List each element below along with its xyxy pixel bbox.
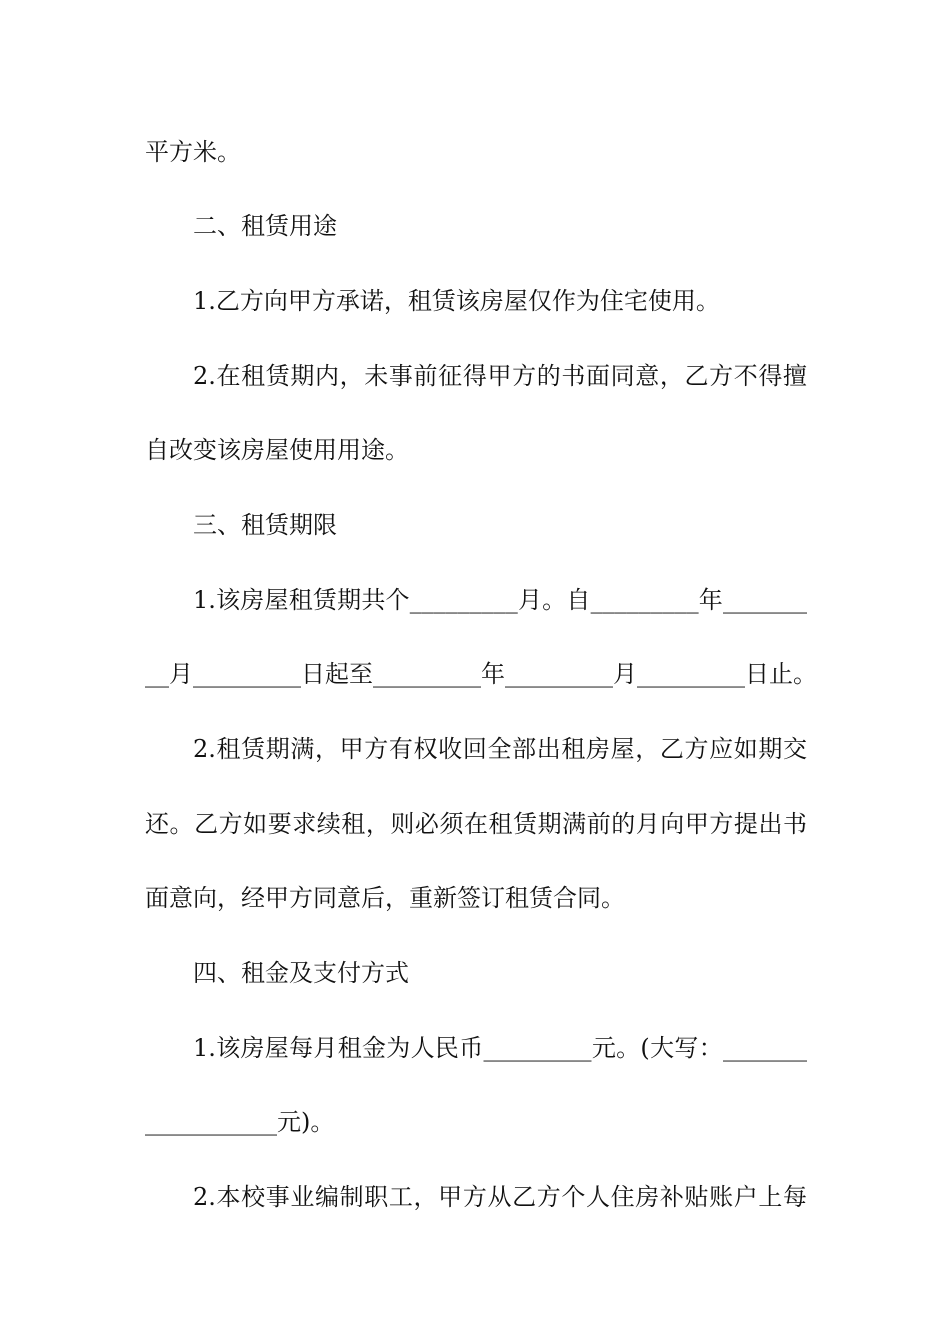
text-line: 2.本校事业编制职工，甲方从乙方个人住房补贴账户上每 (193, 1183, 807, 1211)
text-line: 2.在租赁期内，未事前征得甲方的书面同意，乙方不得擅 (193, 362, 807, 390)
section-heading-term: 三、租赁期限 (193, 511, 337, 539)
text-line: __月_________日起至_________年_________月_________日止。 (145, 660, 817, 688)
text-line: 平方米。 (145, 138, 241, 166)
text-line: 1.该房屋租赁期共个_________月。自_________年_______ (193, 586, 807, 614)
text-line: 面意向，经甲方同意后，重新签订租赁合同。 (145, 884, 625, 912)
text-line: ___________元)。 (145, 1108, 335, 1136)
text-line: 2.租赁期满，甲方有权收回全部出租房屋，乙方应如期交 (193, 735, 807, 763)
section-heading-rent: 四、租金及支付方式 (193, 959, 409, 987)
text-line: 自改变该房屋使用用途。 (145, 436, 409, 464)
text-line: 还。乙方如要求续租，则必须在租赁期满前的月向甲方提出书 (145, 810, 807, 838)
section-heading-usage: 二、租赁用途 (193, 212, 337, 240)
text-line: 1.乙方向甲方承诺，租赁该房屋仅作为住宅使用。 (193, 287, 720, 315)
text-line: 1.该房屋每月租金为人民币_________元。(大写：_______ (193, 1034, 807, 1062)
